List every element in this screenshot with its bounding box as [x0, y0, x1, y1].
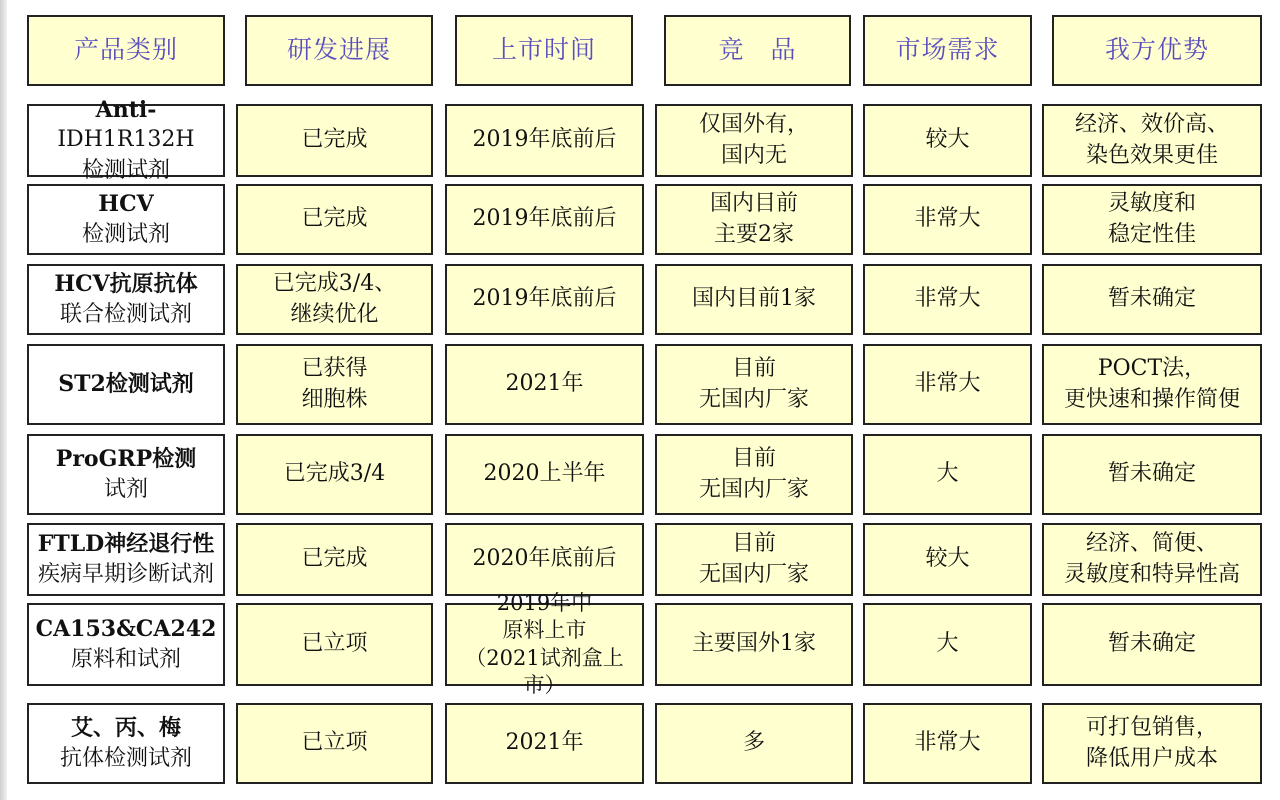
competitors-cell — [655, 603, 853, 686]
launch-cell-text: 2021年 — [505, 371, 584, 397]
competitors-cell — [655, 523, 853, 596]
demand-cell-text: 较大 — [925, 546, 970, 572]
competitors-cell — [655, 344, 853, 425]
advantage-cell-text: POCT法， 更快速和操作简便 — [1063, 356, 1240, 412]
progress-cell — [236, 434, 433, 515]
advantage-cell — [1042, 184, 1262, 255]
advantage-cell — [1042, 434, 1262, 515]
advantage-cell-text: 灵敏度和 稳定性佳 — [1107, 191, 1196, 247]
competitors-cell — [655, 184, 853, 255]
demand-cell-text: 非常大 — [914, 371, 981, 397]
column-header-text: 我方优势 — [1104, 35, 1209, 65]
competitors-cell-text: 国内目前1家 — [692, 286, 816, 312]
progress-cell — [236, 703, 433, 784]
column-header — [1052, 15, 1262, 86]
product-cell-text: 艾、丙、梅 抗体检测试剂 — [59, 715, 192, 771]
demand-cell — [863, 104, 1032, 177]
advantage-cell — [1042, 603, 1262, 686]
launch-cell — [445, 104, 644, 177]
launch-cell — [445, 703, 644, 784]
product-cell-text: ProGRP检测 试剂 — [55, 446, 197, 502]
demand-cell — [863, 184, 1032, 255]
progress-cell — [236, 184, 433, 255]
competitors-cell — [655, 434, 853, 515]
advantage-cell — [1042, 344, 1262, 425]
column-header — [664, 15, 851, 86]
progress-cell-text: 已获得 细胞株 — [301, 356, 368, 412]
product-cell-text: FTLD神经退行性 疾病早期诊断试剂 — [37, 531, 215, 587]
launch-cell-text: 2020年底前后 — [472, 546, 617, 572]
progress-cell-text: 已完成 — [301, 206, 368, 232]
competitors-cell — [655, 703, 853, 784]
progress-cell — [236, 104, 433, 177]
advantage-cell — [1042, 104, 1262, 177]
competitors-cell — [655, 104, 853, 177]
progress-cell — [236, 264, 433, 335]
launch-cell — [445, 590, 644, 697]
demand-cell — [863, 344, 1032, 425]
advantage-cell-text: 暂未确定 — [1107, 461, 1196, 487]
competitors-cell — [655, 264, 853, 335]
launch-cell-text: 2019年中 原料上市 （2021试剂盒上市） — [465, 590, 624, 697]
launch-cell-text: 2021年 — [505, 730, 584, 756]
demand-cell-text: 较大 — [925, 127, 970, 153]
demand-cell — [863, 434, 1032, 515]
demand-cell-text: 非常大 — [914, 730, 981, 756]
product-cell — [27, 603, 225, 686]
demand-cell — [863, 264, 1032, 335]
launch-cell-text: 2019年底前后 — [472, 127, 617, 153]
competitors-cell-text: 目前 无国内厂家 — [698, 446, 809, 502]
product-cell — [27, 523, 225, 596]
progress-cell-text: 已立项 — [301, 730, 368, 756]
product-cell — [27, 96, 225, 183]
progress-cell-text: 已完成3/4 — [283, 461, 386, 487]
product-cell-text: CA153&CA242 原料和试剂 — [35, 616, 217, 672]
launch-cell — [445, 523, 644, 596]
advantage-cell-text: 经济、效价高、 染色效果更佳 — [1074, 112, 1229, 168]
product-cell-text: ST2检测试剂 — [58, 371, 194, 398]
column-header-text: 研发进展 — [286, 35, 391, 65]
demand-cell-text: 大 — [936, 631, 959, 657]
competitors-cell-text: 目前 无国内厂家 — [698, 356, 809, 412]
progress-cell-text: 已完成 — [301, 127, 368, 153]
progress-cell-text: 已完成 — [301, 546, 368, 572]
launch-cell-text: 2020上半年 — [483, 461, 606, 487]
competitors-cell-text: 仅国外有， 国内无 — [698, 112, 809, 168]
launch-cell-text: 2019年底前后 — [472, 206, 617, 232]
progress-cell-text: 已完成3/4、 继续优化 — [272, 271, 397, 327]
column-header-text: 上市时间 — [491, 35, 596, 65]
column-header-text: 市场需求 — [895, 35, 1000, 65]
progress-cell — [236, 603, 433, 686]
competitors-cell-text: 主要国外1家 — [692, 631, 816, 657]
launch-cell-text: 2019年底前后 — [472, 286, 617, 312]
advantage-cell — [1042, 264, 1262, 335]
advantage-cell-text: 可打包销售， 降低用户成本 — [1085, 715, 1218, 771]
product-cell-text: HCV 检测试剂 — [81, 191, 170, 247]
advantage-cell-text: 暂未确定 — [1107, 286, 1196, 312]
launch-cell — [445, 184, 644, 255]
demand-cell-text: 非常大 — [914, 286, 981, 312]
column-header — [863, 15, 1032, 86]
competitors-cell-text: 目前 无国内厂家 — [698, 531, 809, 587]
column-header-text: 竞 品 — [718, 35, 797, 65]
column-header — [455, 15, 633, 86]
progress-cell — [236, 344, 433, 425]
competitors-cell-text: 国内目前 主要2家 — [709, 191, 798, 247]
advantage-cell — [1042, 523, 1262, 596]
demand-cell — [863, 703, 1032, 784]
product-cell — [27, 344, 225, 425]
demand-cell-text: 非常大 — [914, 206, 981, 232]
progress-cell-text: 已立项 — [301, 631, 368, 657]
product-cell — [27, 184, 225, 255]
advantage-cell-text: 经济、简便、 灵敏度和特异性高 — [1063, 531, 1240, 587]
column-header — [27, 15, 225, 86]
demand-cell — [863, 603, 1032, 686]
product-cell-text: HCV抗原抗体 联合检测试剂 — [54, 271, 198, 327]
product-cell-text: Anti-IDH1R132H 检测试剂 — [57, 96, 195, 183]
competitors-cell-text: 多 — [742, 730, 765, 756]
product-cell — [27, 434, 225, 515]
advantage-cell-text: 暂未确定 — [1107, 631, 1196, 657]
product-cell — [27, 264, 225, 335]
advantage-cell — [1042, 703, 1262, 784]
demand-cell-text: 大 — [936, 461, 959, 487]
column-header-text: 产品类别 — [73, 35, 178, 65]
launch-cell — [445, 264, 644, 335]
product-cell — [27, 703, 225, 784]
column-header — [245, 15, 433, 86]
page-left-edge — [0, 0, 7, 800]
progress-cell — [236, 523, 433, 596]
demand-cell — [863, 523, 1032, 596]
launch-cell — [445, 344, 644, 425]
launch-cell — [445, 434, 644, 515]
